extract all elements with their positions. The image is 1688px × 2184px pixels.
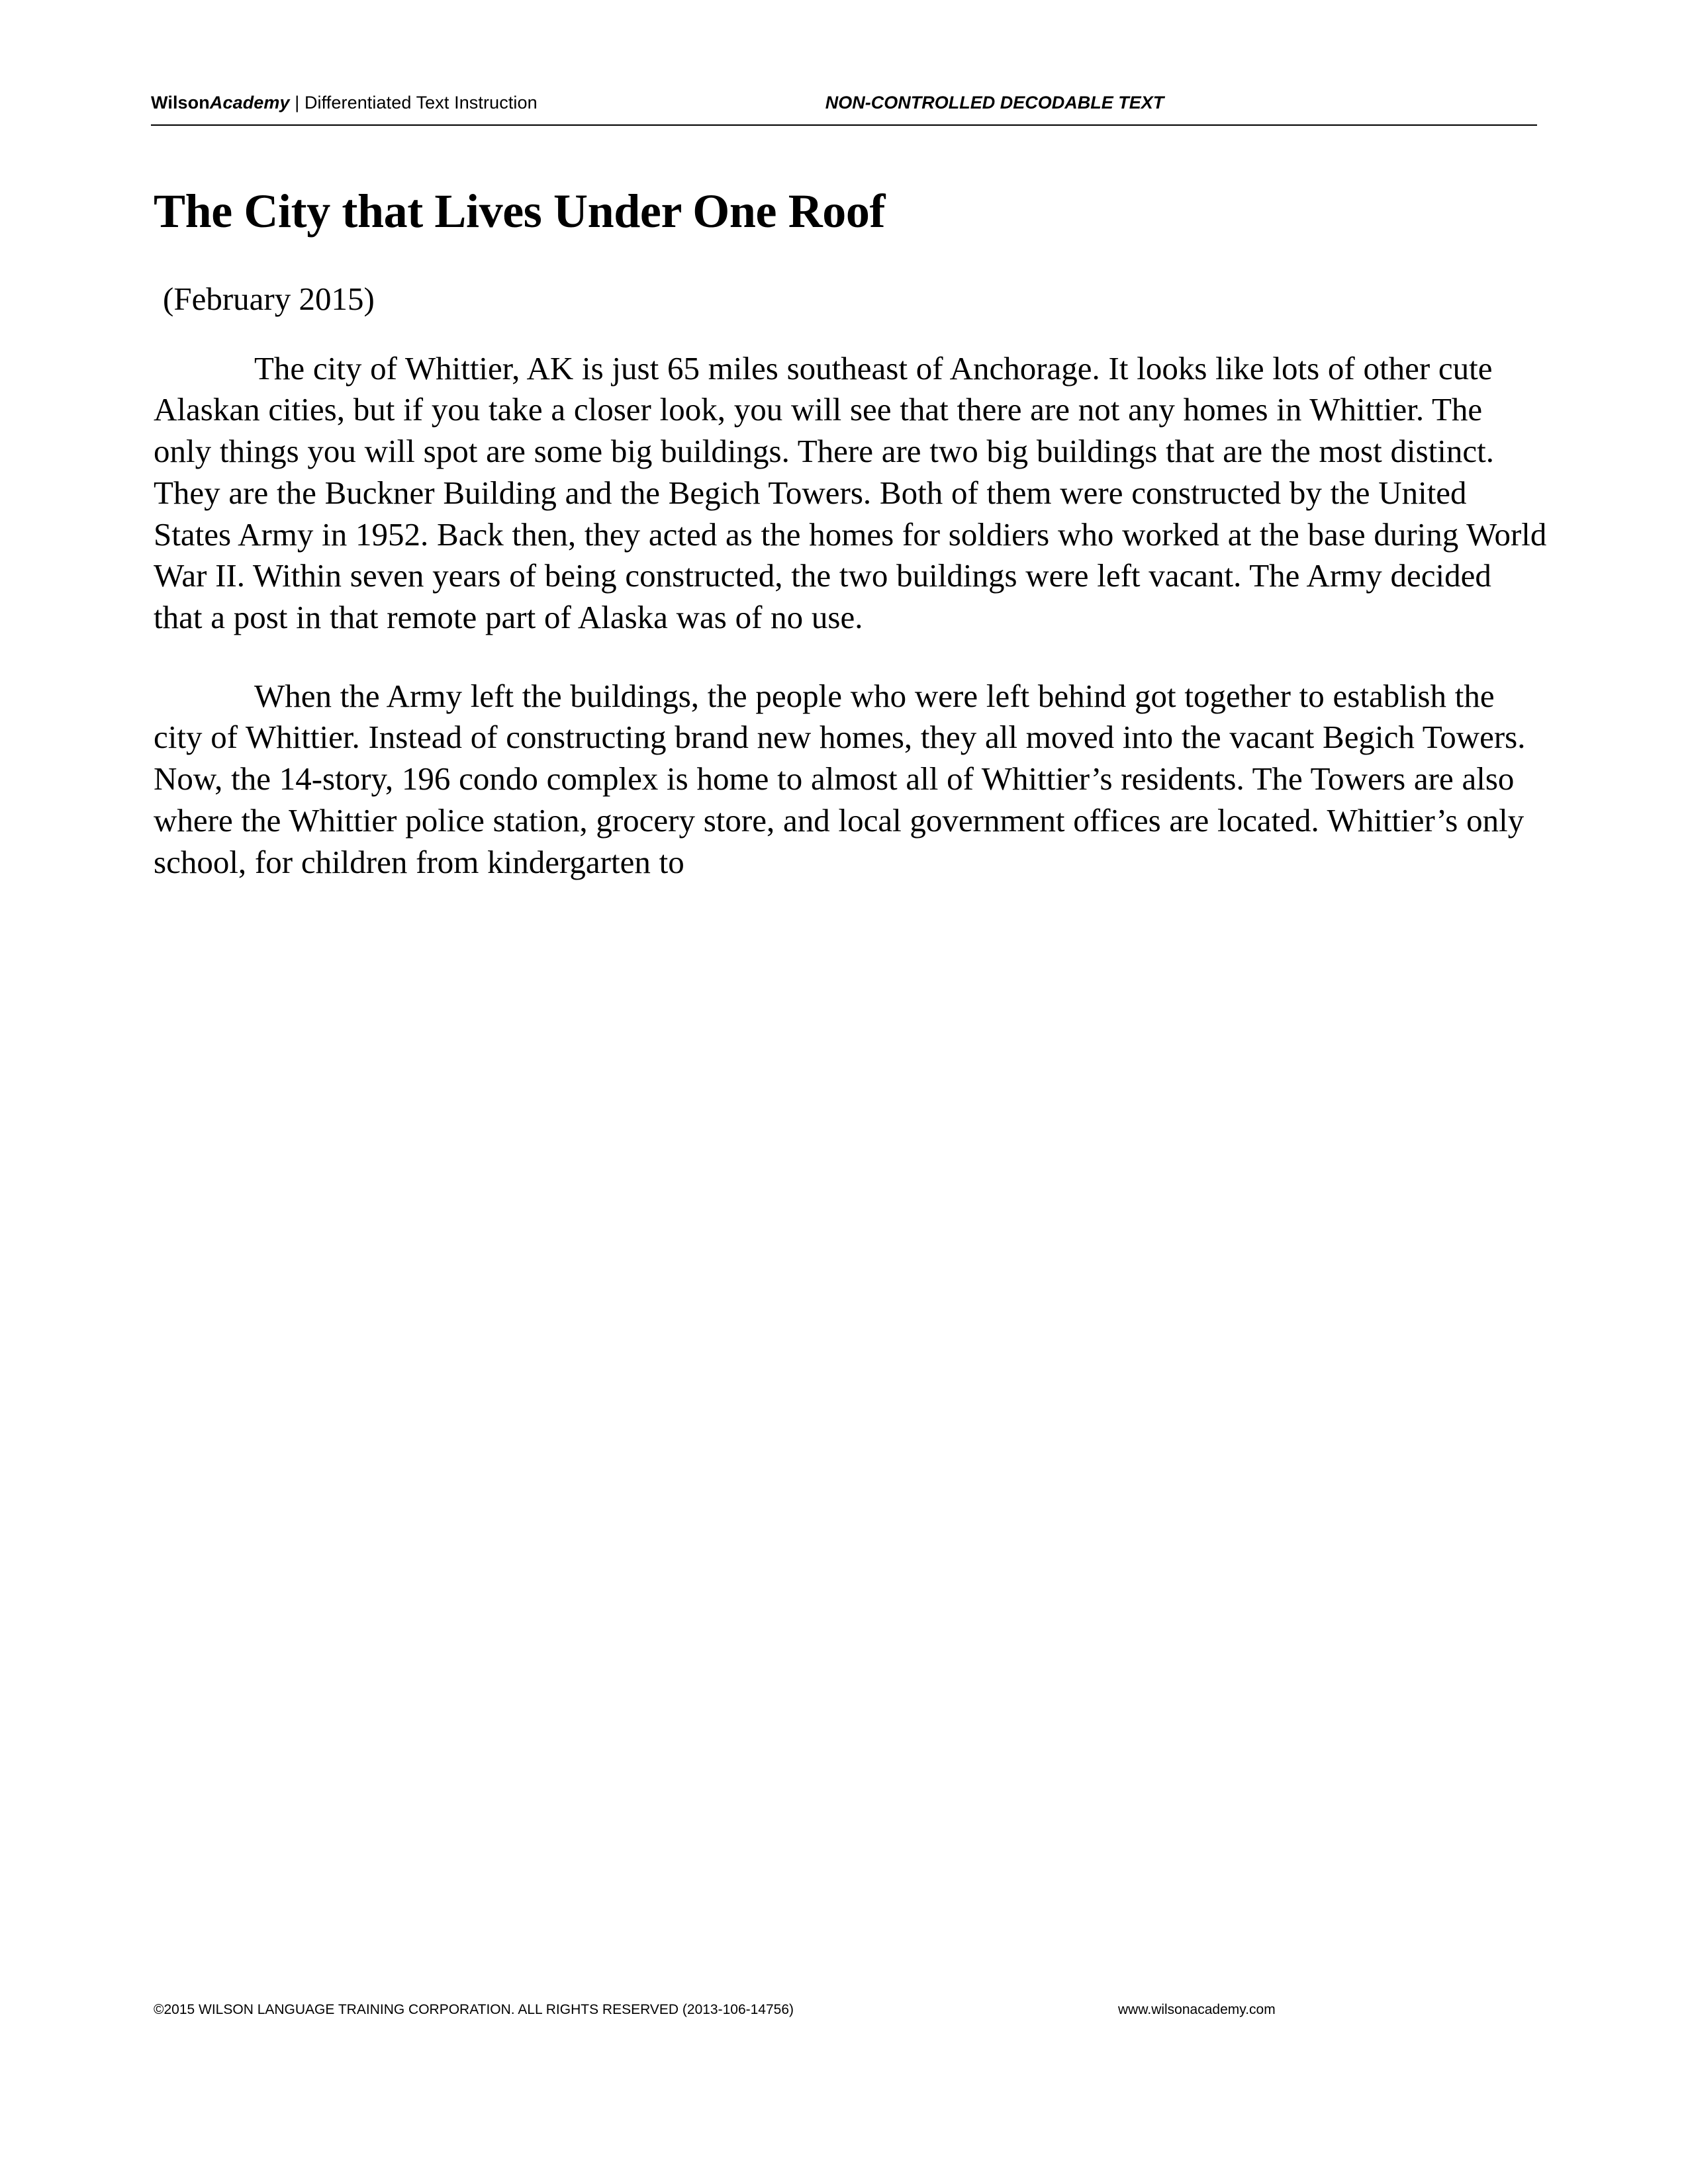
copyright-text: ©2015 WILSON LANGUAGE TRAINING CORPORATION. ALL RIGHTS RESERVED (2013-106-14756) [154, 2002, 794, 2017]
brand-wilson: Wilson [151, 93, 210, 113]
publication-date: (February 2015) [163, 281, 375, 317]
page-header [151, 93, 1537, 134]
header-row [151, 93, 1537, 122]
paragraph: When the Army left the buildings, the people who were left behind got together to establish the city of Whittier. Instead of constructing brand new homes, they all moved into the vacant Begich Towers. Now, the 14-story, 196 condo complex is home to almost all of Whittier’s residents. The Towers are also where the Whittier police station, grocery store, and local government offices are located. Whittier’s only school, for children from kindergarten to [154, 677, 1526, 880]
brand-academy: Academy [209, 93, 290, 113]
page-footer [154, 2002, 1540, 2018]
brand-label [151, 93, 538, 113]
product-label: Differentiated Text Instruction [304, 93, 538, 113]
article-body [154, 278, 1548, 920]
paragraph: The city of Whittier, AK is just 65 miles southeast of Anchorage. It looks like lots of other cute Alaskan cities, but if you take a closer look, you will see that there are not any homes in Whittier. The only things you will spot are some big buildings. There are two big buildings that are the most distinct. They are the Buckner Building and the Begich Towers. Both of them were constructed by the United States Army in 1952. Back then, they acted as the homes for soldiers who worked at the base during World War II. Within seven years of being constructed, the two buildings were left vacant. The Army decided that a post in that remote part of Alaska was of no use. [154, 349, 1547, 635]
website-link[interactable]: www.wilsonacademy.com [1118, 2002, 1276, 2017]
header-divider [151, 124, 1537, 126]
page-title: The City that Lives Under One Roof [154, 185, 886, 238]
brand-separator: | [289, 93, 305, 113]
doc-type-label: NON-CONTROLLED DECODABLE TEXT [825, 93, 1164, 113]
